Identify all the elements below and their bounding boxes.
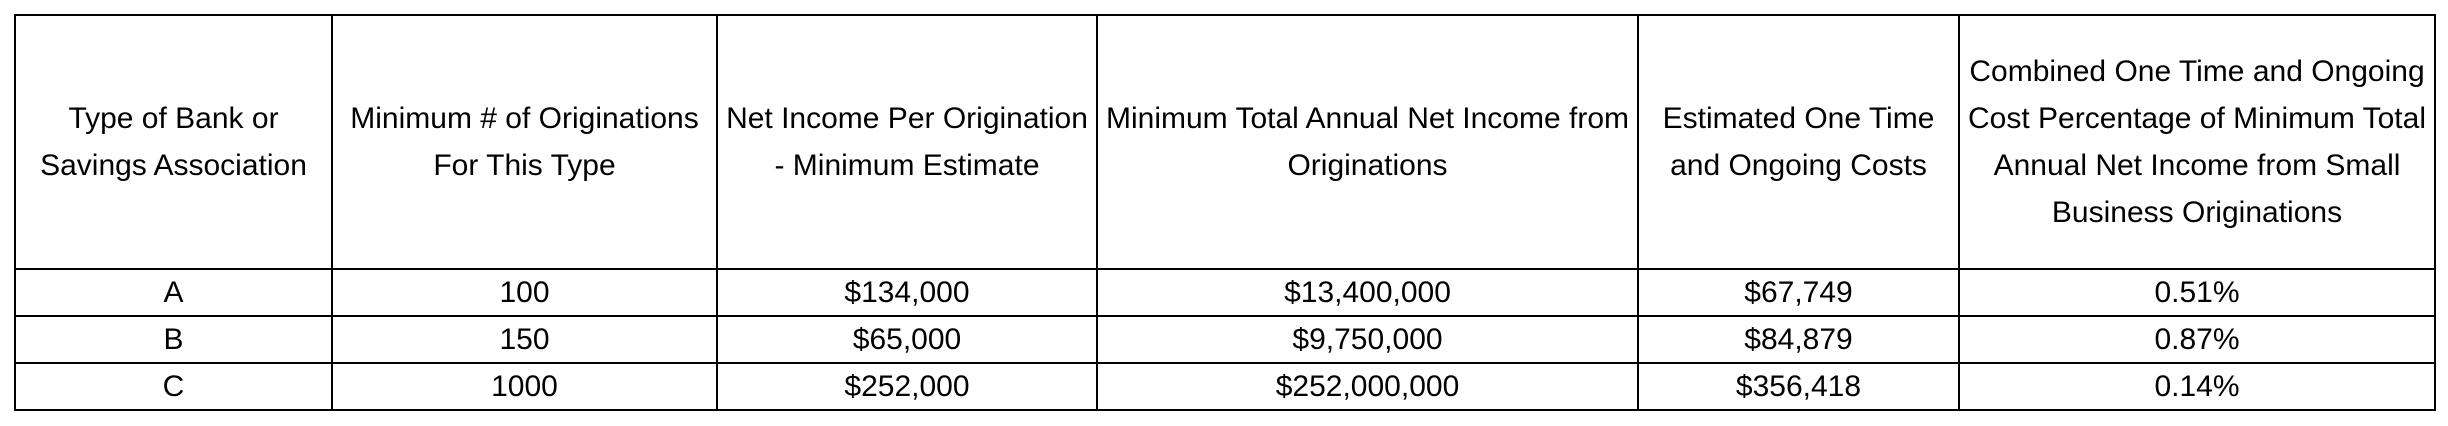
cell-min-originations: 150 xyxy=(332,316,717,363)
header-row xyxy=(15,15,2435,269)
header-cost-percentage: Combined One Time and Ongoing Cost Percentage of Minimum Total Annual Net Income from Small Business Originations xyxy=(1959,15,2435,269)
cell-net-income-per-origination: $252,000 xyxy=(717,363,1097,410)
table-row xyxy=(15,363,2435,410)
cell-bank-type: A xyxy=(15,269,332,316)
table-header xyxy=(15,15,2435,269)
cell-min-originations: 100 xyxy=(332,269,717,316)
cell-min-total-annual-net-income: $252,000,000 xyxy=(1097,363,1638,410)
cell-estimated-costs: $84,879 xyxy=(1638,316,1959,363)
header-net-income-per-origination: Net Income Per Origination - Minimum Estimate xyxy=(717,15,1097,269)
header-bank-type: Type of Bank or Savings Association xyxy=(15,15,332,269)
cell-bank-type: B xyxy=(15,316,332,363)
table-body xyxy=(15,269,2435,410)
header-estimated-costs: Estimated One Time and Ongoing Costs xyxy=(1638,15,1959,269)
cell-min-total-annual-net-income: $9,750,000 xyxy=(1097,316,1638,363)
cell-bank-type: C xyxy=(15,363,332,410)
cell-min-total-annual-net-income: $13,400,000 xyxy=(1097,269,1638,316)
cell-net-income-per-origination: $134,000 xyxy=(717,269,1097,316)
cell-net-income-per-origination: $65,000 xyxy=(717,316,1097,363)
cell-cost-percentage: 0.51% xyxy=(1959,269,2435,316)
cell-cost-percentage: 0.14% xyxy=(1959,363,2435,410)
table-row xyxy=(15,316,2435,363)
cell-estimated-costs: $67,749 xyxy=(1638,269,1959,316)
cell-min-originations: 1000 xyxy=(332,363,717,410)
header-min-originations: Minimum # of Originations For This Type xyxy=(332,15,717,269)
cost-table xyxy=(14,14,2436,411)
cell-cost-percentage: 0.87% xyxy=(1959,316,2435,363)
header-min-total-annual-net-income: Minimum Total Annual Net Income from Originations xyxy=(1097,15,1638,269)
table-row xyxy=(15,269,2435,316)
cell-estimated-costs: $356,418 xyxy=(1638,363,1959,410)
